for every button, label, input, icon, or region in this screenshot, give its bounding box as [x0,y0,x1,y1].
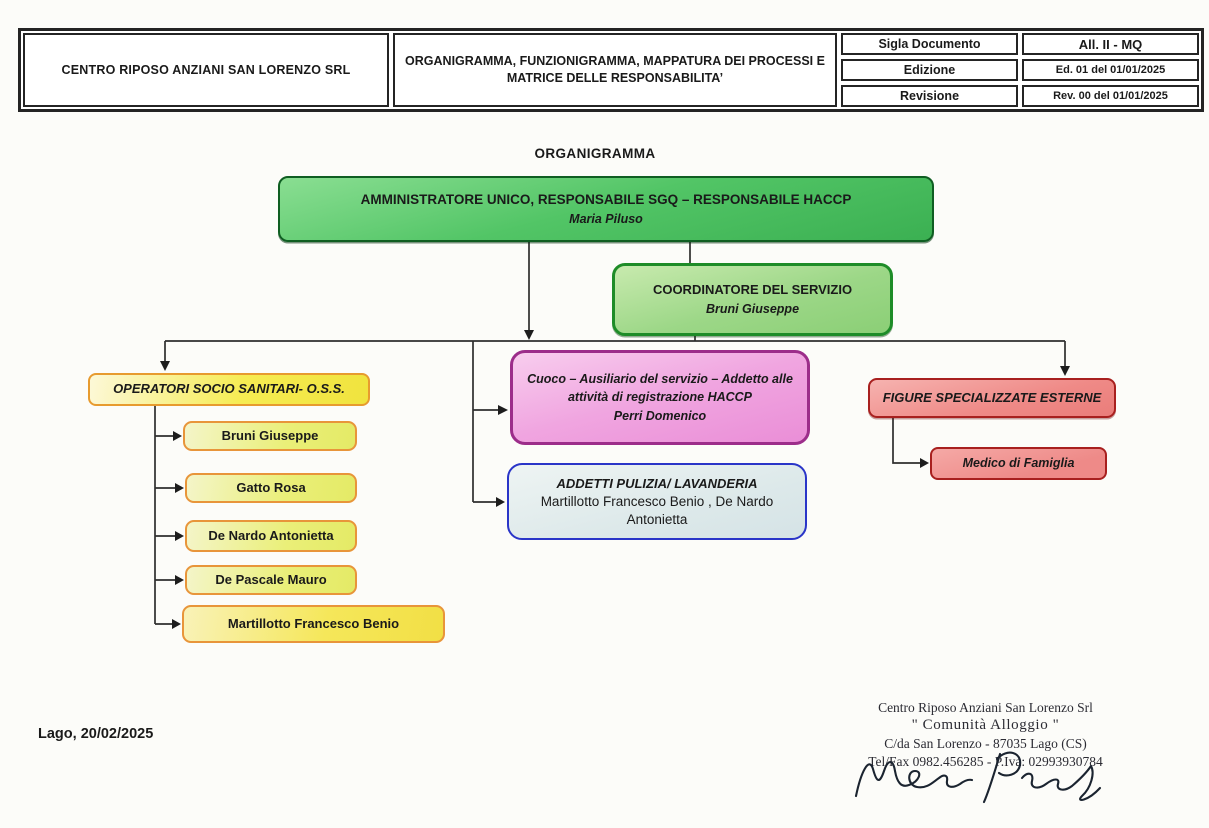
node-coordinatore-role: COORDINATORE DEL SERVIZIO [652,282,853,298]
node-oss-member-3: De Nardo Antonietta [185,520,357,552]
header-table [18,28,1204,112]
node-oss-member-2: Gatto Rosa [185,473,357,503]
meta-label-revisione: Revisione [841,85,1018,107]
node-amministratore-name: Maria Piluso [569,211,643,226]
node-oss-member-5: Martillotto Francesco Benio [182,605,445,643]
node-coordinatore [612,263,893,336]
meta-label-edizione: Edizione [841,59,1018,81]
node-amministratore [278,176,934,242]
document-title: ORGANIGRAMMA, FUNZIONIGRAMMA, MAPPATURA DEI PROCESSI E MATRICE DELLE RESPONSABILITA’ [393,33,837,107]
stamp-line-3: C/da San Lorenzo - 87035 Lago (CS) [884,736,1087,752]
node-coordinatore-name: Bruni Giuseppe [705,301,800,316]
stamp-line-2: " Comunità Alloggio " [911,717,1060,734]
node-cuoco-role: Cuoco – Ausiliario del servizio – Addetto alle attività di registrazione HACCP [527,372,793,405]
node-amministratore-role: AMMINISTRATORE UNICO, RESPONSABILE SGQ – RESPONSABILE HACCP [360,192,852,208]
org-chart-title: ORGANIGRAMMA [534,146,656,161]
node-cuoco-name: Perri Domenico [613,408,707,423]
node-medico-famiglia: Medico di Famiglia [930,447,1107,480]
meta-value-revisione: Rev. 00 del 01/01/2025 [1022,85,1199,107]
node-cuoco [510,350,810,445]
node-oss-header: OPERATORI SOCIO SANITARI- O.S.S. [88,373,370,406]
header-title-cell [391,31,839,109]
meta-row-sigla [839,31,1201,57]
node-addetti-role: ADDETTI PULIZIA/ LAVANDERIA [556,475,758,491]
signature [848,744,1128,808]
node-oss-member-1: Bruni Giuseppe [183,421,357,451]
node-addetti-pulizia [507,463,807,540]
meta-row-revisione [839,83,1201,109]
node-addetti-names: Martillotto Francesco Benio , De Nardo Antonietta [540,494,774,527]
header-company-cell [21,31,391,109]
node-oss-member-4: De Pascale Mauro [185,565,357,595]
header-meta-table [839,31,1201,109]
meta-row-edizione [839,57,1201,83]
place-date: Lago, 20/02/2025 [38,726,154,742]
node-figure-esterne: FIGURE SPECIALIZZATE ESTERNE [868,378,1116,418]
meta-label-sigla: Sigla Documento [841,33,1018,55]
meta-value-sigla: All. II - MQ [1022,33,1199,55]
meta-value-edizione: Ed. 01 del 01/01/2025 [1022,59,1199,81]
company-name: CENTRO RIPOSO ANZIANI SAN LORENZO SRL [23,33,389,107]
stamp-line-1: Centro Riposo Anziani San Lorenzo Srl [878,700,1093,715]
stamp-line-4: Tel/Fax 0982.456285 - P.Iva: 02993930784 [868,753,1103,769]
